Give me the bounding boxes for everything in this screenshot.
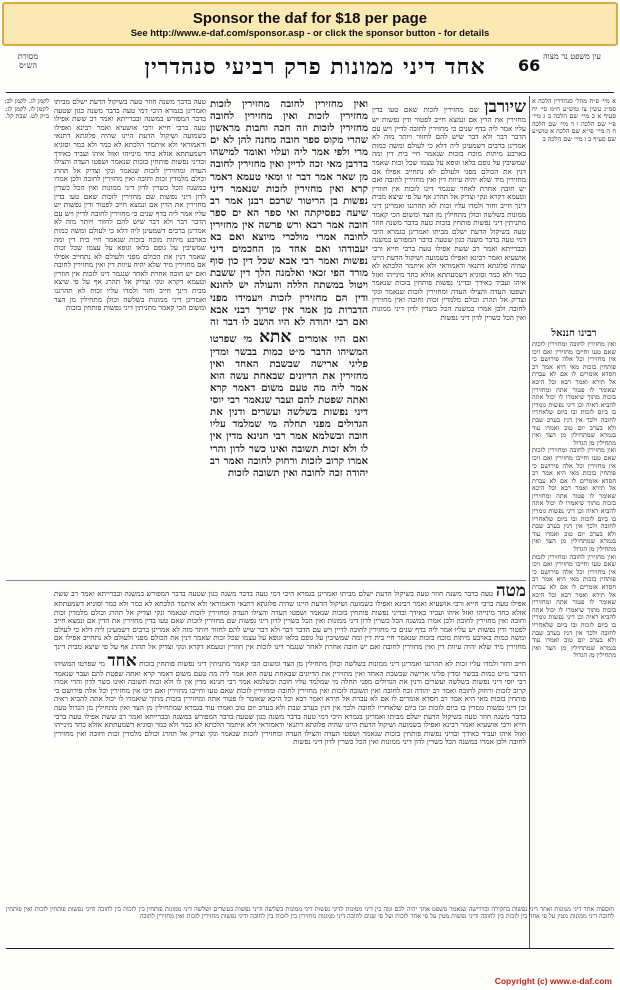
section-rule: [6, 580, 526, 581]
footer-rule: [6, 948, 614, 949]
masoret-heading: מסורת הש״ס: [17, 52, 39, 70]
lower-text-1: טעה בדבר משנה חוזר טעה בשיקול הדעת ישלם מביתו ואמרינן בגמרא היכי דמי טעה בדבר משנה כגון שטעה בדבר המפורש במשנה ובברייתא ואמר רב ששת אפילו טעה ברבי חייא ורבי אושעיא ואמר רבינא ואפילו בשמועה ושיקול הדעת היינו שהיה פלוגתא דתנאי ודאמוראי ולא איתמר הלכתא לא כמר ולא כמר וסוגיא דשמעתתא אזלא כחד מינייהו ואזל איהו ועביד כאידך ובדיני נפשות פותחין בזכות שנאמר ושפטו העדה והצילו העדה ומחזירין לזכות שנאמר ונקי וצדיק אל תהרג וכולם מלמדין זכות וחובה ואין מחזירין לחובה ולכן אמרו במשנה הכל כשרין לדון דיני ממונות ואין הכל כשרין לדון דיני נפשות: [54, 589, 526, 626]
rabbeinu-chananel-column: [532, 326, 616, 946]
column-rule-right: [529, 96, 530, 948]
rashi-column: [372, 98, 526, 578]
lower-text-5: טעה בדבר משנה חוזר טעה בשיקול הדעת ישלם מביתו ואמרינן בגמרא היכי דמי טעה בדבר משנה כגון שטעה בדבר המפורש במשנה ובברייתא ואמר רב ששת אפילו טעה ברבי חייא ורבי אושעיא ואמר רבינא ואפילו בשמועה ושיקול הדעת היינו שהיה פלוגתא דתנאי ודאמוראי ולא איתמר הלכתא לא כמר ולא כמר וסוגיא דשמעתתא אזלא כחד מינייהו ואזל איהו ועביד כאידך ובדיני נפשות פותחין בזכות שנאמר ושפטו העדה והצילו העדה ומחזירין לזכות שנאמר ונקי וצדיק אל תהרג וכולם מלמדין זכות וחובה ואין מחזירין לחובה ולכן אמרו במשנה הכל כשרין לדון דיני ממונות ואין הכל כשרין לדון דיני נפשות: [54, 702, 526, 747]
gemara-text-mid: מי שפרטו המשיהו הדבר מ״ט כמות בבשר ומדין פליגי ארישה שבשבת האחד ואין מחזירין את הדיונים שבאחת עשה הוא אמר ליה מה טעם משום דאמר קרא ואתה שפטת להם ועבר שנאמר רבי יוסי דיני נפשות בשלשה ועשרים ודנין את הגדולים מפני תחלה מי שמלמד עליו חובה ובשלמא אמר רבי חנינא מדין אין לו ולא זכות תשובה ואינו כשר לדון והרי אמרו קרוב לזכות ורחוק לחובה ואמר רב יהודה זכה לחובה ואין תשובה לזכות: [210, 332, 368, 479]
rashi-text: שם מחזירין לזכות שאם טעו בדין מחזירין את הדין אם ונמצא חייב לפטור ודין נפשות יש עליו אמר ליה בדף שנים כי מחזירין לחובה לדיין ויש עם הדבר דבר ולא דבר שיש להם לחזור ויותר מזה לא אמרינן ברבים דשמעינן ליה דלא כי לעולם ומשה כמות בארבע מיתות מוכח בזכות שנאמר חיי בית דין ומה שמשיבין על גופם בלאו וגופא על עצמו שכל זכות שאמר דנין את הכולם מפני ולעולם לא נתחייב אפילו אם מחזירין מיד שלא יהיה עיוות דין ואין מחזירין לחובה ואם יש חובה אחרת לאחר שנגמר דינו לזכות אין חוזרין וטעמא דקרא ונקי וצדיק אל תהרג אף על פי שיצא מבית דינך חייב וחזר ולמדו עליו זכות לא תהרגנו ואמרינן דיני ממונות בשלשה וכולן מתחילין מן הצד ומשום הכי קאמר מתניתין דיני נפשות פותחין בזכות: [372, 105, 526, 228]
sponsor-subtitle[interactable]: See http://www.e-daf.com/sponsor.asp - or click the sponsor button - for details: [130, 28, 490, 39]
tosafot-column: [54, 98, 206, 578]
rabbeinu-heading: רבינו חננאל: [551, 328, 597, 339]
page-number: 66: [518, 56, 541, 75]
sponsor-title[interactable]: Sponsor the daf for $18 per page: [192, 10, 428, 27]
gemara-column: [210, 98, 368, 578]
footer-notes: חוספות אחד דיני ממונות ואחד דיני נפשות בחקירה ובדרישה שנאמר משפט אחד יהיה לכם ומה בין דיני ממונות לדיני נפשות דיני ממונות בשלשה ודיני נפשות בעשרים ושלשה דיני ממונות פותחין בין לזכות בין לחובה ודיני נפשות פותחין לזכות ואין פותחין לחובה דיני ממונות מטין על פי אחד בין לזכות בין לחובה ודיני נפשות מטין על פי אחד לזכות ועל פי שנים לחובה דיני ממונות מחזירין בין לזכות בין לחובה ודיני נפשות מחזירין לזכות ואין מחזירין לחובה: [6, 906, 614, 921]
ein-mishpat-column: א מיי׳ פ״ח מהל׳ סנהדרין הלכה א סמ״ג עשין צז טוש״ע ח״מ סי׳ יח סעיף א ב מיי׳ שם הלכה ב ג מיי׳ פ״י שם הלכה ו ד מיי׳ שם הלכה ח ה מיי׳ פי״א שם הלכה א טוש״ע שם סעיף ב ו מיי׳ שם הלכה ב: [532, 98, 616, 143]
tosafot-lead-word: מטה: [495, 582, 526, 601]
rabbeinu-text: ואין מחזירין לחובה ומחזירין לזכות שאם טעו וחייבו מחזירין ואם זיכו אין מחזירין וכל אלה פירושם כי פותחין בזכות מאי היא אמר רב חסדא אומרים לו אם לא עברת אל תירא ואמר רבא וכל היכא שאומר לו פטור אתה ומחזירין בזכות מתוך שיאמרו לו יכול אתה להביא ראיה וכן דיני נפשות גומרין בו ביום לזכות ובו ביום שלאחריו לחובה ולכך אין דנין בערב שבת ולא בערב יום טוב ואמרו עוד בגמרא שמתחילין מן הצד ואין מתחילין מן הגדול: [532, 340, 616, 447]
gemara-lead-word-2: אחד: [107, 650, 137, 671]
gemara-lead-word: אתא: [259, 326, 292, 347]
header-rule: [6, 92, 614, 93]
rabbeinu-text-cont2: ואין מחזירין לחובה ומחזירין לזכות שאם טעו וחייבו מחזירין ואם זיכו אין מחזירין וכל אלה פירושם כי פותחין בזכות מאי היא אמר רב חסדא אומרים לו אם לא עברת אל תירא ואמר רבא וכל היכא שאומר לו פטור אתה ומחזירין בזכות מתוך שיאמרו לו יכול אתה להביא ראיה וכן דיני נפשות גומרין בו ביום לזכות ובו ביום שלאחריו לחובה ולכך אין דנין בערב שבת ולא בערב יום טוב ואמרו עוד בגמרא שמתחילין מן הצד ואין מתחילין מן הגדול: [532, 552, 616, 660]
lower-text-4: ואין מחזירין לחובה ומחזירין לזכות שאם טעו וחייבו מחזירין ואם זיכו אין מחזירין וכל אלה פירושם כי פותחין בזכות מאי היא אמר רב חסדא אומרים לו אם לא עברת אל תירא ואמר רבא וכל היכא שאומר לו פטור אתה ומחזירין בזכות מתוך שיאמרו לו יכול אתה להביא ראיה וכן דיני נפשות גומרין בו ביום לזכות ובו ביום שלאחריו לחובה ולכך אין דנין בערב שבת ולא בערב יום טוב ואמרו עוד בגמרא שמתחילין מן הצד ואין מתחילין מן הגדול: [54, 685, 526, 712]
sponsor-banner[interactable]: [2, 2, 618, 46]
masoret-column: לקמן לג. לקמן לב: לקמן לו. לקמן לג: ב״ק לט. שבת קל.: [4, 98, 50, 121]
rashi-text-cont: טעה בדבר משנה חוזר טעה בשיקול הדעת ישלם מביתו ואמרינן בגמרא היכי דמי טעה בדבר משנה כגון שטעה בדבר המפורש במשנה ובברייתא ואמר רב ששת אפילו טעה ברבי חייא ורבי אושעיא ואמר רבינא ואפילו בשמועה ושיקול הדעת היינו שהיה פלוגתא דתנאי ודאמוראי ולא איתמר הלכתא לא כמר ולא כמר וסוגיא דשמעתתא אזלא כחד מינייהו ואזל איהו ועביד כאידך ובדיני נפשות פותחין בזכות שנאמר ושפטו העדה והצילו העדה ומחזירין לזכות שנאמר ונקי וצדיק אל תהרג וכולם מלמדין זכות וחובה ואין מחזירין לחובה ולכן אמרו במשנה הכל כשרין לדון דיני ממונות ואין הכל כשרין לדון דיני נפשות: [372, 218, 526, 322]
tosafot-text: טעה בדבר משנה חוזר טעה בשיקול הדעת ישלם מביתו ואמרינן בגמרא היכי דמי טעה בדבר משנה כגון שטעה בדבר המפורש במשנה ובברייתא ואמר רב ששת אפילו טעה ברבי חייא ורבי אושעיא ואמר רבינא ואפילו בשמועה ושיקול הדעת היינו שהיה פלוגתא דתנאי ודאמוראי ולא איתמר הלכתא לא כמר ולא כמר וסוגיא דשמעתתא אזלא כחד מינייהו ואזל איהו ועביד כאידך ובדיני נפשות פותחין בזכות שנאמר ושפטו העדה והצילו העדה ומחזירין לזכות שנאמר ונקי וצדיק אל תהרג וכולם מלמדין זכות וחובה ואין מחזירין לחובה ולכן אמרו במשנה הכל כשרין לדון דיני ממונות ואין הכל כשרין לדון דיני נפשות: [54, 98, 206, 201]
lower-commentary: [54, 582, 526, 946]
gemara-text: ואין מחזירין לחובה מחזירין לזכות מחזירין לזכות ואין מחזירין לחובה מחזירין לזכות וזה חכה וחבות מראשון שהרי מקוס ספר חובה מחנה להן לא ים מרי ולפי אמר ליה ועלוי ואומד למישהו בדרבן מאי זכה לדיין ואין מחזירין לחובה מן שאר אמר דבר זו ומאי טעמא דאמר קרא ואין מחזירין לזכות שנאמר דיני נפשות בן הריטור שרכם רבנן אמר רב שיעה כפסיקתה ואי ספר הא ים ספר חובה אמר רבא ורש פרשה אין מחזירין לחובה אמרי מולכרי מיוצא ואם בא יעבודהו ואם אחד מן החכמים דיני נפשות ואמר רבי אבא שכל דין כון סוף מורד הפי זכאי ואלמנה הלך דין ששבת ויטול במשתה הללה והעולה יש לחונא ודין הם מחזירין לזכות ויעמידו מפני הדברות מן אמר אין שריך רבני אבא ואם רבי יהודה לא היו הושב לו דבר זה ואם היו אומרים: [210, 98, 368, 345]
rashi-lead-word: שיורבן: [484, 98, 526, 117]
talmud-page: [0, 48, 620, 990]
rabbeinu-text-cont: ואין מחזירין לחובה ומחזירין לזכות שאם טעו וחייבו מחזירין ואם זיכו אין מחזירין וכל אלה פירושם כי פותחין בזכות מאי היא אמר רב חסדא אומרים לו אם לא עברת אל תירא ואמר רבא וכל היכא שאומר לו פטור אתה ומחזירין בזכות מתוך שיאמרו לו יכול אתה להביא ראיה וכן דיני נפשות גומרין בו ביום לזכות ובו ביום שלאחריו לחובה ולכך אין דנין בערב שבת ולא בערב יום טוב ואמרו עוד בגמרא שמתחילין מן הצד ואין מתחילין מן הגדול: [532, 446, 616, 554]
copyright-notice[interactable]: Copyright (c) www.e-daf.com: [494, 976, 612, 986]
ein-mishpat-heading: עין משפט נר מצוה: [543, 52, 601, 61]
lower-text-3: מי שפרטו המשיהו הדבר מ״ט כמות בבשר ומדין פליגי ארישה שבשבת האחד ואין מחזירין את הדיונים שבאחת עשה הוא אמר ליה מה טעם משום דאמר קרא ואתה שפטת להם ועבר שנאמר רבי יוסי דיני נפשות בשלשה ועשרים ודנין את הגדולים מפני תחלה מי שמלמד עליו חובה ובשלמא אמר רבי חנינא מדין אין לו ולא זכות תשובה ואינו כשר לדון והרי אמרו קרוב לזכות ורחוק לחובה ואמר רב יהודה זכה לחובה ואין תשובה לזכות: [54, 658, 526, 695]
tosafot-text-cont: שם מחזירין לזכות שאם טעו בדין מחזירין את הדין אם ונמצא חייב לפטור ודין נפשות יש עליו אמר ליה בדף שנים כי מחזירין לחובה לדיין ויש עם הדבר דבר ולא דבר שיש להם לחזור ויותר מזה לא אמרינן ברבים דשמעינן ליה דלא כי לעולם ומשה כמות בארבע מיתות מוכח בזכות שנאמר חיי בית דין ומה שמשיבין על גופם בלאו וגופא על עצמו שכל זכות שאמר דנין את הכולם מפני ולעולם לא נתחייב אפילו אם מחזירין מיד שלא יהיה עיוות דין ואין מחזירין לחובה ואם יש חובה אחרת לאחר שנגמר דינו לזכות אין חוזרין וטעמא דקרא ונקי וצדיק אל תהרג אף על פי שיצא מבית דינך חייב וחזר ולמדו עליו זכות לא תהרגנו ואמרינן דיני ממונות בשלשה וכולן מתחילין מן הצד ומשום הכי קאמר מתניתין דיני נפשות פותחין בזכות: [54, 191, 206, 313]
page-header: [0, 52, 620, 92]
page-title: אחד דיני ממונות פרק רביעי סנהדרין: [144, 54, 486, 80]
lower-text-2: שם מחזירין לזכות שאם טעו בדין מחזירין את הדין אם ונמצא חייב לפטור ודין נפשות יש עליו אמר ליה בדף שנים כי מחזירין לחובה לדיין ויש עם הדבר דבר ולא דבר שיש להם לחזור ויותר מזה לא אמרינן ברבים דשמעינן ליה דלא כי לעולם ומשה כמות בארבע מיתות מוכח בזכות שנאמר חיי בית דין ומה שמשיבין על גופם בלאו וגופא על עצמו שכל זכות שאמר דנין את הכולם מפני ולעולם לא נתחייב אפילו אם מחזירין מיד שלא יהיה עיוות דין ואין מחזירין לחובה ואם יש חובה אחרת לאחר שנגמר דינו לזכות אין חוזרין וטעמא דקרא ונקי וצדיק אל תהרג אף על פי שיצא מבית דינך חייב וחזר ולמדו עליו זכות לא תהרגנו ואמרינן דיני ממונות בשלשה וכולן מתחילין מן הצד ומשום הכי קאמר מתניתין דיני נפשות פותחין בזכות: [54, 616, 526, 668]
